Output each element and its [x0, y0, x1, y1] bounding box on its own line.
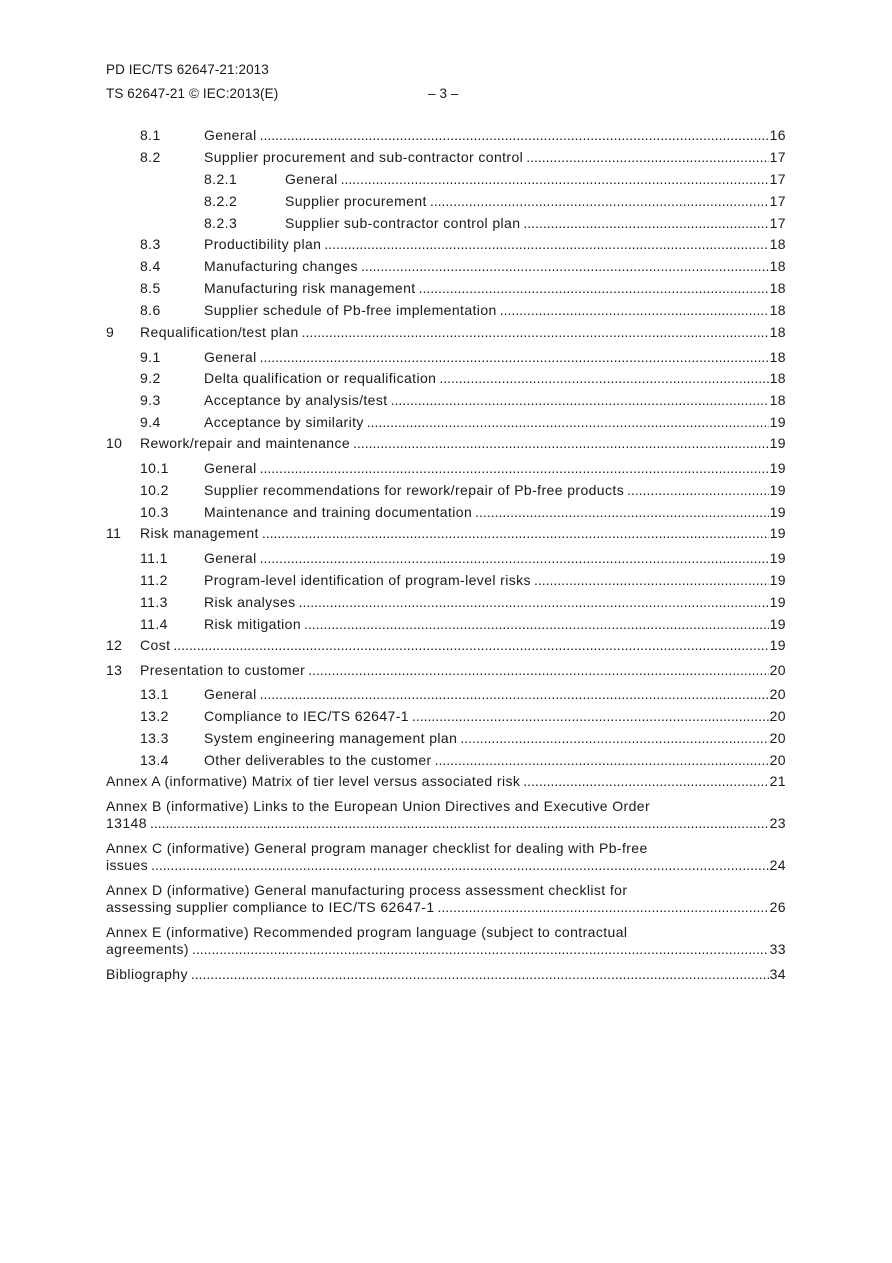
toc-entry-page: 24: [769, 857, 786, 873]
toc-entry-page: 19: [769, 414, 786, 430]
toc-entry-leader-line: [204, 482, 786, 499]
dot-leader: [192, 941, 769, 958]
toc-entry-number: 13.1: [140, 686, 169, 702]
toc-entry-title-line: Annex D (informative) General manufacturing process assessment checklist for: [106, 882, 628, 898]
toc-entry-title: Delta qualification or requalification: [204, 370, 437, 386]
toc-entry-number: 8.2.1: [204, 171, 238, 187]
dot-leader: [260, 686, 769, 703]
toc-entry-page: 18: [769, 236, 786, 252]
toc-entry-number: 8.1: [140, 127, 161, 143]
toc-entry-page: 19: [769, 460, 786, 476]
toc-entry-title: Cost: [140, 637, 171, 653]
toc-entry-number: 9.4: [140, 414, 161, 430]
dot-leader: [299, 594, 769, 611]
toc-entry-leader-line: [204, 127, 786, 144]
toc-entry-number: 11.3: [140, 594, 168, 610]
dot-leader: [475, 504, 768, 521]
toc-entry-title: Bibliography: [106, 966, 188, 982]
toc-entry-leader-line: [204, 460, 786, 477]
dot-leader: [191, 966, 769, 983]
toc-entry-title: Supplier procurement: [285, 193, 427, 209]
toc-entry-number: 9.1: [140, 349, 161, 365]
dot-leader: [435, 752, 769, 769]
dot-leader: [353, 435, 769, 452]
toc-entry-page: 18: [769, 324, 786, 340]
toc-entry-title: Presentation to customer: [140, 662, 306, 678]
header-doc-id: PD IEC/TS 62647-21:2013: [106, 62, 269, 77]
toc-entry-number: 10.2: [140, 482, 169, 498]
header-doc-ref: TS 62647-21 © IEC:2013(E): [106, 86, 279, 101]
toc-entry-page: 19: [769, 482, 786, 498]
toc-entry-title: Compliance to IEC/TS 62647-1: [204, 708, 409, 724]
toc-entry-leader-line: [204, 504, 786, 521]
toc-entry-page: 19: [769, 550, 786, 566]
header-page-number: – 3 –: [428, 86, 459, 101]
toc-entry-title: General: [204, 127, 257, 143]
toc-entry-leader-line: [140, 525, 786, 542]
toc-entry-leader-line: [106, 773, 786, 790]
toc-entry-leader-line: [204, 616, 786, 633]
dot-leader: [260, 460, 769, 477]
dot-leader: [260, 349, 769, 366]
toc-entry-number: 9.3: [140, 392, 161, 408]
toc-entry-title: General: [204, 686, 257, 702]
toc-entry-title-line: Annex B (informative) Links to the European Union Directives and Executive Order: [106, 798, 651, 814]
toc-entry-leader-line: [106, 966, 786, 983]
toc-entry-number: 11.4: [140, 616, 168, 632]
toc-entry-leader-line: [204, 392, 786, 409]
dot-leader: [460, 730, 768, 747]
toc-entry-leader-line: [204, 594, 786, 611]
toc-entry-number: 13: [106, 662, 123, 678]
toc-entry-number: 12: [106, 637, 123, 653]
toc-entry-page: 19: [769, 616, 786, 632]
toc-entry-page: 23: [769, 815, 786, 831]
toc-entry-number: 8.3: [140, 236, 161, 252]
toc-entry-title: Acceptance by analysis/test: [204, 392, 388, 408]
toc-entry-title: Maintenance and training documentation: [204, 504, 473, 520]
dot-leader: [260, 550, 769, 567]
toc-entry-leader-line: [204, 236, 786, 253]
toc-entry-number: 8.2: [140, 149, 161, 165]
toc-entry-title: Rework/repair and maintenance: [140, 435, 351, 451]
dot-leader: [260, 127, 769, 144]
toc-entry-title-line: Annex C (informative) General program manager checklist for dealing with Pb-free: [106, 840, 648, 856]
toc-entry-title: Supplier procurement and sub-contractor control: [204, 149, 524, 165]
toc-entry-title: System engineering management plan: [204, 730, 458, 746]
toc-entry-title: Annex A (informative) Matrix of tier level versus associated risk: [106, 773, 521, 789]
toc-entry-number: 8.4: [140, 258, 161, 274]
toc-entry-title: Risk management: [140, 525, 259, 541]
toc-entry-number: 10.3: [140, 504, 169, 520]
toc-entry-page: 18: [769, 280, 786, 296]
toc-entry-leader-line: [204, 280, 786, 297]
toc-entry-leader-line: [204, 414, 786, 431]
toc-entry-leader-line: [204, 550, 786, 567]
toc-entry-title: Risk analyses: [204, 594, 296, 610]
toc-entry-number: 11.2: [140, 572, 168, 588]
toc-entry-page: 20: [769, 662, 786, 678]
toc-entry-page: 26: [769, 899, 786, 915]
toc-entry-title: General: [204, 349, 257, 365]
toc-entry-page: 20: [769, 752, 786, 768]
toc-entry-leader-line: [204, 149, 786, 166]
toc-entry-title: assessing supplier compliance to IEC/TS 62647-1: [106, 899, 435, 915]
toc-entry-page: 33: [769, 941, 786, 957]
toc-entry-leader-line: [204, 752, 786, 769]
toc-entry-page: 19: [769, 594, 786, 610]
toc-entry-page: 19: [769, 525, 786, 541]
toc-entry-leader-line: [204, 708, 786, 725]
toc-entry-title: Supplier schedule of Pb-free implementation: [204, 302, 497, 318]
toc-entry-number: 13.2: [140, 708, 169, 724]
toc-entry-page: 17: [769, 215, 786, 231]
toc-entry-page: 17: [769, 193, 786, 209]
toc-entry-title: General: [204, 550, 257, 566]
toc-entry-number: 11: [106, 525, 122, 541]
dot-leader: [308, 662, 768, 679]
dot-leader: [391, 392, 769, 409]
dot-leader: [438, 899, 769, 916]
toc-entry-title: Manufacturing risk management: [204, 280, 416, 296]
toc-entry-number: 11.1: [140, 550, 168, 566]
toc-entry-title: Program-level identification of program-level risks: [204, 572, 531, 588]
dot-leader: [526, 149, 768, 166]
dot-leader: [627, 482, 769, 499]
toc-entry-leader-line: [204, 370, 786, 387]
toc-entry-title: Acceptance by similarity: [204, 414, 364, 430]
toc-entry-leader-line: [106, 857, 786, 874]
toc-entry-page: 20: [769, 730, 786, 746]
dot-leader: [523, 215, 768, 232]
dot-leader: [500, 302, 769, 319]
toc-entry-leader-line: [106, 941, 786, 958]
toc-entry-page: 20: [769, 708, 786, 724]
toc-entry-page: 20: [769, 686, 786, 702]
toc-entry-number: 13.4: [140, 752, 169, 768]
toc-entry-title: 13148: [106, 815, 147, 831]
toc-entry-leader-line: [204, 349, 786, 366]
dot-leader: [151, 857, 769, 874]
toc-entry-page: 16: [769, 127, 786, 143]
toc-entry-page: 18: [769, 370, 786, 386]
toc-entry-leader-line: [106, 899, 786, 916]
toc-entry-leader-line: [140, 662, 786, 679]
toc-entry-title: Other deliverables to the customer: [204, 752, 432, 768]
toc-entry-title: General: [285, 171, 338, 187]
toc-entry-number: 8.2.2: [204, 193, 238, 209]
toc-entry-leader-line: [140, 637, 786, 654]
toc-entry-title: Supplier recommendations for rework/repair of Pb-free products: [204, 482, 625, 498]
toc-entry-page: 17: [769, 171, 786, 187]
toc-entry-page: 19: [769, 435, 786, 451]
toc-entry-page: 19: [769, 637, 786, 653]
dot-leader: [304, 616, 769, 633]
toc-entry-page: 19: [769, 504, 786, 520]
dot-leader: [324, 236, 768, 253]
toc-entry-title: Manufacturing changes: [204, 258, 358, 274]
dot-leader: [262, 525, 769, 542]
toc-entry-title: General: [204, 460, 257, 476]
toc-entry-page: 18: [769, 302, 786, 318]
dot-leader: [534, 572, 769, 589]
dot-leader: [150, 815, 769, 832]
toc-entry-page: 18: [769, 349, 786, 365]
toc-entry-leader-line: [140, 435, 786, 452]
dot-leader: [302, 324, 769, 341]
dot-leader: [412, 708, 769, 725]
toc-entry-title-line: Annex E (informative) Recommended program language (subject to contractual: [106, 924, 628, 940]
toc-entry-title: Requalification/test plan: [140, 324, 299, 340]
dot-leader: [439, 370, 768, 387]
dot-leader: [430, 193, 769, 210]
toc-entry-title: issues: [106, 857, 149, 873]
toc-entry-number: 13.3: [140, 730, 169, 746]
toc-entry-leader-line: [204, 572, 786, 589]
toc-entry-leader-line: [285, 215, 786, 232]
toc-entry-number: 10.1: [140, 460, 169, 476]
toc-entry-number: 9: [106, 324, 115, 340]
toc-entry-number: 9.2: [140, 370, 161, 386]
toc-entry-page: 34: [769, 966, 786, 982]
dot-leader: [341, 171, 769, 188]
dot-leader: [367, 414, 769, 431]
toc-entry-leader-line: [140, 324, 786, 341]
toc-entry-title: Risk mitigation: [204, 616, 302, 632]
toc-entry-number: 8.2.3: [204, 215, 238, 231]
toc-entry-page: 19: [769, 572, 786, 588]
dot-leader: [419, 280, 769, 297]
toc-entry-page: 18: [769, 392, 786, 408]
toc-entry-leader-line: [204, 686, 786, 703]
toc-entry-page: 17: [769, 149, 786, 165]
dot-leader: [361, 258, 769, 275]
toc-entry-title: agreements): [106, 941, 189, 957]
toc-entry-title: Productibility plan: [204, 236, 322, 252]
toc-entry-leader-line: [204, 302, 786, 319]
toc-entry-number: 10: [106, 435, 123, 451]
toc-entry-leader-line: [106, 815, 786, 832]
toc-entry-leader-line: [204, 730, 786, 747]
toc-entry-page: 21: [769, 773, 786, 789]
toc-entry-leader-line: [285, 171, 786, 188]
toc-entry-leader-line: [204, 258, 786, 275]
toc-entry-leader-line: [285, 193, 786, 210]
toc-entry-number: 8.6: [140, 302, 161, 318]
toc-entry-page: 18: [769, 258, 786, 274]
dot-leader: [523, 773, 768, 790]
dot-leader: [173, 637, 768, 654]
toc-entry-number: 8.5: [140, 280, 161, 296]
toc-entry-title: Supplier sub-contractor control plan: [285, 215, 521, 231]
